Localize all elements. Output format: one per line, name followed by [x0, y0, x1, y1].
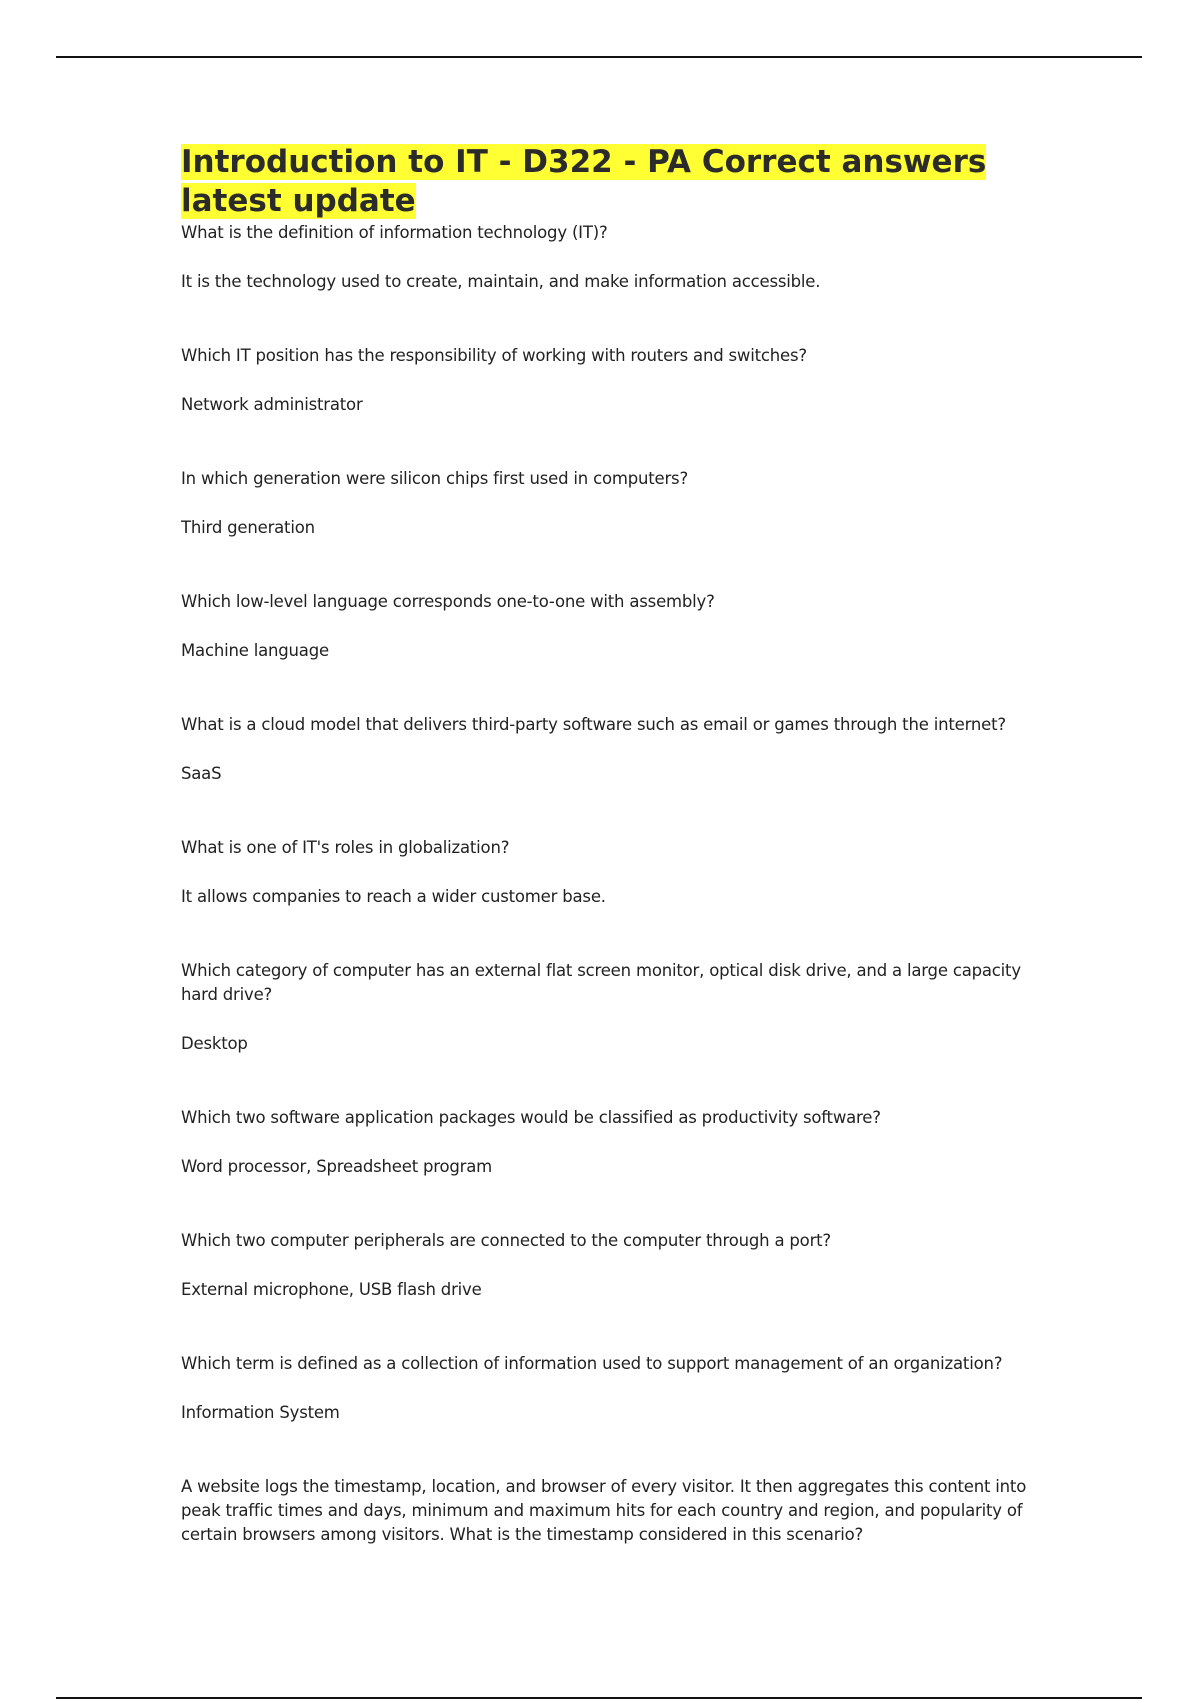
- qa-item: [181, 590, 1041, 663]
- answer-text: External microphone, USB flash drive: [181, 1280, 482, 1299]
- answer-text: Network administrator: [181, 395, 363, 414]
- qa-list: [181, 221, 1041, 1547]
- answer-text: SaaS: [181, 764, 222, 783]
- question-text: Which term is defined as a collection of information used to support management of an organization?: [181, 1354, 1003, 1373]
- qa-item: [181, 1475, 1041, 1547]
- qa-item: [181, 836, 1041, 909]
- question-text: Which two software application packages would be classified as productivity software?: [181, 1108, 881, 1127]
- answer-text: It is the technology used to create, maintain, and make information accessible.: [181, 272, 821, 291]
- question-text: What is one of IT's roles in globalization?: [181, 838, 510, 857]
- answer-text: Desktop: [181, 1034, 248, 1053]
- answer-text: Third generation: [181, 518, 315, 537]
- question-text: Which IT position has the responsibility of working with routers and switches?: [181, 346, 807, 365]
- answer-text: It allows companies to reach a wider customer base.: [181, 887, 606, 906]
- qa-item: [181, 1229, 1041, 1302]
- header-rule: [56, 56, 1142, 58]
- question-text: Which two computer peripherals are connected to the computer through a port?: [181, 1231, 831, 1250]
- question-text: Which low-level language corresponds one-to-one with assembly?: [181, 592, 715, 611]
- question-text: A website logs the timestamp, location, and browser of every visitor. It then aggregates this content into peak traffic times and days, minimum and maximum hits for each country and region, and popularity of certain browsers among visitors. What is the timestamp considered in this scenario?: [181, 1477, 1027, 1544]
- document-title-text: Introduction to IT - D322 - PA Correct answers latest update: [181, 144, 987, 219]
- qa-item: [181, 713, 1041, 786]
- question-text: Which category of computer has an external flat screen monitor, optical disk drive, and a large capacity hard drive?: [181, 961, 1021, 1004]
- answer-text: Word processor, Spreadsheet program: [181, 1157, 493, 1176]
- question-text: In which generation were silicon chips first used in computers?: [181, 469, 688, 488]
- footer-rule: [56, 1697, 1142, 1699]
- document-title: [181, 143, 1041, 221]
- question-text: What is a cloud model that delivers third-party software such as email or games through the internet?: [181, 715, 1006, 734]
- answer-text: Information System: [181, 1403, 340, 1422]
- qa-item: [181, 1106, 1041, 1179]
- qa-item: [181, 959, 1041, 1056]
- document-body: [181, 143, 1041, 1572]
- qa-item: [181, 221, 1041, 294]
- qa-item: [181, 467, 1041, 540]
- qa-item: [181, 1352, 1041, 1425]
- answer-text: Machine language: [181, 641, 329, 660]
- question-text: What is the definition of information technology (IT)?: [181, 223, 608, 242]
- qa-item: [181, 344, 1041, 417]
